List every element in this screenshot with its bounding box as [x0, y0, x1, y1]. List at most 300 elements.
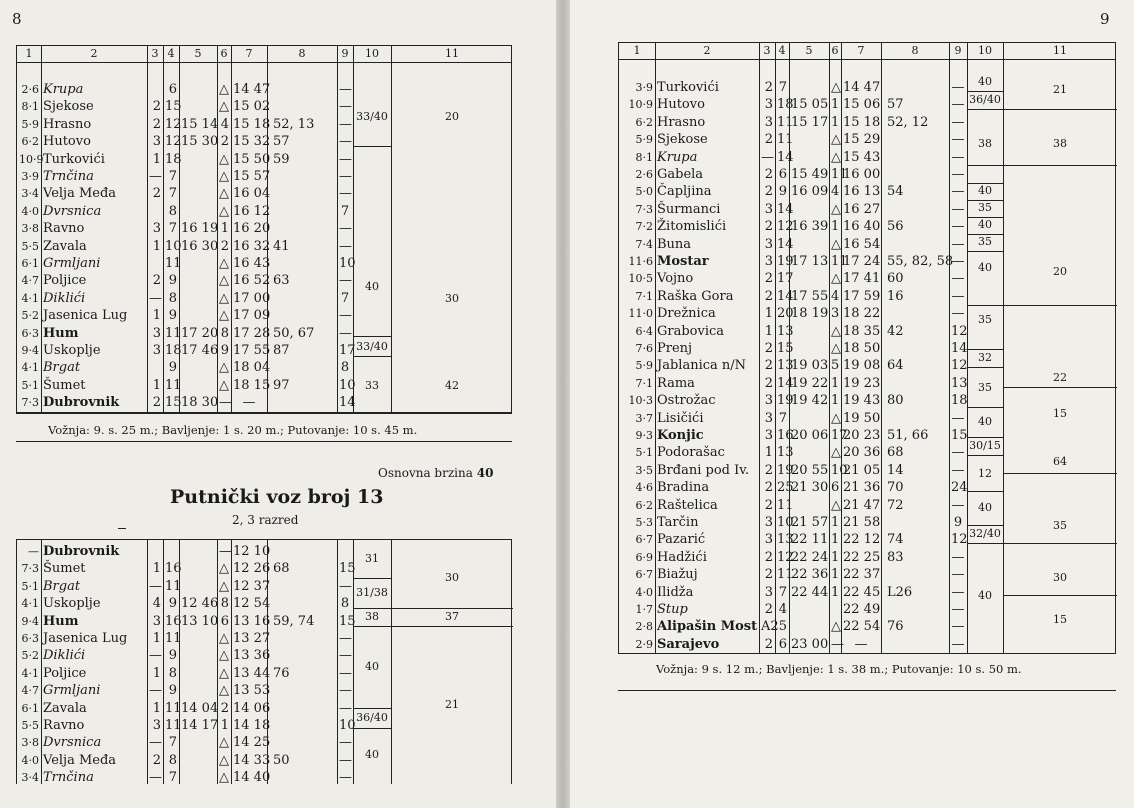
column-rule	[337, 46, 338, 412]
stop-minutes: 11	[831, 167, 848, 182]
page-number: 9	[1100, 10, 1110, 28]
departure-time: 15 57	[233, 169, 271, 184]
column-header-8: 8	[911, 44, 919, 57]
class-count: 2	[152, 273, 161, 289]
connections: 72	[887, 497, 904, 513]
cell-rule	[1003, 595, 1117, 596]
station-name: Zavala	[43, 700, 87, 716]
left-page	[0, 0, 556, 808]
distance-km: 3·5	[635, 463, 653, 477]
distance-km: 5·2	[21, 309, 39, 323]
col9-value: —	[951, 619, 965, 635]
departure-time: 14 18	[233, 718, 271, 733]
limit-box: 35	[1053, 519, 1067, 532]
cell-rule	[967, 349, 1003, 350]
connections: 51, 66	[887, 428, 929, 443]
class-count: —	[149, 169, 162, 184]
distance-km: 6·3	[21, 632, 39, 645]
run-minutes: 14	[777, 201, 794, 217]
connections: 41	[273, 238, 290, 254]
departure-time: 12 54	[233, 596, 271, 612]
connections: 87	[273, 343, 290, 358]
run-minutes: 8	[168, 290, 177, 306]
distance-km: 4·6	[635, 481, 653, 495]
book-gutter	[556, 0, 570, 808]
distance-km: 3·9	[635, 81, 653, 94]
departure-time: 17 28	[233, 325, 271, 341]
col9-value: —	[339, 648, 352, 664]
departure-time: 16 12	[233, 203, 271, 219]
station-name: Drežnica	[657, 306, 716, 322]
column-rule	[881, 43, 882, 653]
station-name: Turkovići	[657, 80, 719, 95]
col9-value: —	[339, 82, 352, 97]
station-name: Hum	[43, 613, 79, 629]
departure-time: 22 12	[843, 532, 881, 548]
distance-km: 5·3	[635, 516, 653, 529]
distance-km: 7·3	[635, 202, 653, 216]
col9-value: —	[339, 631, 352, 646]
class-count: 2	[764, 358, 773, 374]
run-minutes: 13	[777, 358, 794, 374]
stop-minutes: 10	[831, 462, 848, 478]
arrival-time: 15 14	[181, 116, 219, 132]
station-name: Krupa	[43, 82, 84, 97]
connections: 55, 82, 58	[887, 254, 954, 269]
speed-note-label: Osnovna brzina	[378, 466, 473, 480]
column-header-10: 10	[978, 44, 992, 57]
class-count: 2	[764, 480, 773, 496]
timetable-upper	[16, 45, 512, 413]
timetable-row	[619, 497, 1115, 514]
col9-value: 12	[951, 358, 968, 374]
distance-km: 3·4	[21, 771, 39, 785]
departure-time: 16 04	[233, 186, 271, 202]
distance-km: 2·6	[21, 83, 39, 96]
column-rule	[231, 46, 232, 412]
station-name: Rama	[657, 375, 695, 391]
timetable-row	[17, 220, 511, 237]
stop-minutes: △	[219, 735, 229, 751]
run-minutes: 16	[165, 561, 182, 577]
class-count: 2	[152, 752, 161, 768]
departure-time: 15 50	[233, 151, 271, 167]
divider	[618, 690, 1116, 691]
cell-rule	[967, 165, 1003, 166]
class-count: 3	[764, 393, 773, 409]
col9-value: 24	[951, 480, 968, 496]
distance-km: 5·1	[635, 446, 653, 460]
column-rule	[789, 43, 790, 653]
distance-km: 5·0	[635, 185, 653, 199]
departure-time: 21 05	[843, 462, 881, 478]
run-minutes: 9	[168, 683, 177, 699]
distance-km: 5·9	[21, 117, 39, 131]
connections: 59	[273, 151, 290, 167]
distance-km: 3·8	[21, 736, 39, 750]
class-count: 1	[152, 700, 161, 716]
col9-value: —	[951, 567, 965, 583]
run-minutes: 14	[777, 288, 794, 304]
run-minutes: 9	[168, 596, 177, 612]
stop-minutes: △	[831, 132, 841, 148]
stop-minutes: 2	[220, 134, 229, 150]
class-count: 1	[764, 445, 773, 461]
timetable-row	[17, 81, 511, 98]
distance-km: 4·7	[21, 274, 39, 288]
arrival-time: 17 46	[181, 343, 219, 358]
column-rule	[829, 43, 830, 653]
column-header-1: 1	[25, 47, 33, 60]
timetable-row	[17, 342, 511, 359]
station-name: Turkovići	[43, 151, 105, 167]
train-title: Putnički voz broj 13	[170, 486, 384, 508]
distance-km: 5·1	[21, 579, 39, 593]
arrival-time: 16 30	[181, 238, 219, 254]
run-minutes: 14	[777, 149, 794, 165]
column-header-4: 4	[778, 44, 786, 57]
run-minutes: 11	[777, 567, 794, 583]
arrival-time: 22 36	[791, 567, 829, 583]
run-minutes: 4	[778, 602, 787, 617]
class-count: 2	[764, 567, 773, 583]
run-minutes: 7	[778, 410, 787, 426]
class-count: 3	[764, 236, 773, 252]
speed-box: 40	[978, 75, 992, 88]
class-count: 3	[764, 515, 773, 530]
station-name: Pazarić	[657, 532, 706, 548]
class-count: 2	[764, 375, 773, 391]
connections: 16	[887, 288, 904, 304]
arrival-time: 19 42	[791, 393, 829, 409]
class-count: 2	[764, 602, 773, 617]
col9-value: —	[339, 186, 352, 202]
stop-minutes: 2	[220, 700, 229, 716]
station-name: Trnčina	[43, 169, 94, 184]
class-count: 2	[764, 497, 773, 513]
run-minutes: 14	[777, 236, 794, 252]
distance-km: 5·1	[21, 378, 39, 392]
station-name: Diklići	[43, 290, 86, 306]
connections: 68	[887, 445, 904, 461]
distance-km: 7·3	[21, 396, 39, 410]
departure-time: 15 29	[843, 132, 881, 148]
arrival-time: 20 06	[791, 428, 829, 443]
departure-time: 17 41	[843, 271, 881, 287]
stop-minutes: △	[831, 497, 841, 513]
speed-box: 12	[978, 467, 992, 480]
stop-minutes: 3	[831, 306, 840, 322]
timetable-row	[17, 394, 511, 411]
arrival-time: 17 13	[791, 254, 829, 269]
departure-time: 16 27	[843, 201, 881, 217]
run-minutes: 7	[778, 80, 787, 95]
arrival-time: 19 03	[791, 358, 829, 374]
column-rule	[391, 46, 392, 412]
run-minutes: 9	[168, 360, 177, 376]
departure-time: —	[854, 636, 868, 652]
stop-minutes: 8	[220, 596, 229, 612]
station-name: Šumet	[43, 377, 86, 393]
arrival-time: 22 44	[791, 584, 829, 600]
timetable-row	[17, 272, 511, 289]
class-count: —	[149, 735, 162, 751]
arrival-time: 16 39	[791, 219, 829, 235]
run-minutes: 14	[777, 375, 794, 391]
arrival-time: 20 55	[791, 462, 829, 478]
departure-time: 17 09	[233, 308, 271, 324]
departure-time: 19 50	[843, 410, 881, 426]
stop-minutes: 1	[831, 219, 840, 235]
station-name: Dvrsnica	[43, 203, 102, 219]
arrival-time: 13 10	[181, 613, 219, 629]
station-name: Brgat	[43, 360, 81, 376]
timetable-row	[17, 665, 511, 682]
run-minutes: 11	[777, 114, 794, 130]
col9-value: 8	[340, 360, 350, 376]
stop-minutes: △	[831, 445, 841, 461]
run-minutes: 7	[168, 186, 177, 202]
station-name: Bradina	[657, 480, 710, 496]
distance-km: 1·7	[635, 603, 653, 616]
run-minutes: 6	[778, 167, 787, 182]
speed-box: 40	[365, 748, 379, 761]
timetable-row	[619, 340, 1115, 357]
cell-rule	[967, 491, 1003, 492]
column-header-10: 10	[365, 47, 379, 60]
travel-summary: Vožnja: 9. s. 25 m.; Bavljenje: 1 s. 20 m.; Putovanje: 10 s. 45 m.	[48, 423, 418, 437]
arrival-time: 17 20	[181, 325, 219, 341]
class-count: 2	[764, 288, 773, 304]
departure-time: 17 00	[233, 290, 271, 306]
speed-box: 33	[365, 379, 379, 392]
distance-km: 2·6	[635, 168, 653, 181]
col9-value: —	[951, 445, 965, 461]
column-header-5: 5	[194, 47, 202, 60]
timetable-row	[17, 238, 511, 255]
cell-rule	[967, 437, 1003, 438]
col9-value: —	[951, 132, 965, 148]
stop-minutes: △	[219, 169, 229, 184]
departure-time: 14 06	[233, 700, 271, 716]
timetable-row	[17, 647, 511, 664]
timetable-row	[17, 325, 511, 342]
run-minutes: 9	[168, 648, 177, 664]
station-name: Konjic	[657, 428, 704, 443]
station-name: Ilidža	[657, 584, 694, 600]
col9-value: —	[339, 665, 352, 681]
stop-minutes: △	[219, 631, 229, 646]
connections: 63	[273, 273, 290, 289]
timetable-row	[17, 543, 511, 560]
connections: 70	[887, 480, 904, 496]
station-name: Prenj	[657, 341, 693, 356]
run-minutes: 19	[777, 254, 794, 269]
stop-minutes: 1	[220, 221, 229, 237]
cell-rule	[353, 578, 391, 579]
run-minutes: 10	[777, 515, 794, 530]
column-header-3: 3	[763, 44, 771, 57]
column-header-7: 7	[245, 47, 253, 60]
station-name: Vojno	[657, 271, 694, 287]
station-name: Dvrsnica	[43, 735, 102, 751]
distance-km: —	[28, 545, 39, 558]
stop-minutes: △	[219, 256, 229, 271]
column-rule	[655, 43, 656, 653]
run-minutes: 15	[777, 341, 794, 356]
stop-minutes: 17	[831, 428, 848, 443]
col9-value: —	[951, 497, 965, 513]
station-name: Raška Gora	[657, 288, 734, 304]
connections: 56	[887, 219, 904, 235]
distance-km: 11·6	[628, 255, 653, 268]
col9-value: 15	[339, 613, 356, 629]
stop-minutes: 4	[220, 116, 229, 132]
col9-value: 12	[951, 323, 968, 339]
col9-value: —	[951, 462, 965, 478]
timetable-row	[619, 218, 1115, 235]
speed-box: 40	[978, 589, 992, 602]
run-minutes: 16	[777, 428, 794, 443]
stop-minutes: △	[219, 151, 229, 167]
distance-km: 6·7	[635, 568, 653, 582]
stop-minutes: △	[219, 99, 229, 115]
timetable-row	[17, 359, 511, 376]
speed-box: 35	[978, 235, 992, 248]
class-count: —	[149, 770, 162, 786]
column-rule	[967, 43, 968, 653]
run-minutes: 18	[165, 151, 182, 167]
stop-minutes: 11	[831, 254, 848, 269]
station-name: Ostrožac	[657, 393, 716, 409]
speed-box: 40	[365, 280, 379, 293]
timetable-row	[619, 166, 1115, 183]
distance-km: 8·1	[635, 150, 653, 164]
distance-km: 3·7	[635, 411, 653, 425]
class-count: 1	[152, 631, 161, 646]
stop-minutes: △	[219, 683, 229, 699]
distance-km: 5·5	[21, 719, 39, 732]
departure-time: 15 43	[843, 149, 881, 165]
run-minutes: 8	[168, 752, 177, 768]
departure-time: 19 43	[843, 393, 881, 409]
column-rule	[163, 46, 164, 412]
departure-time: 19 23	[843, 375, 881, 391]
station-name: Šumet	[43, 561, 86, 577]
run-minutes: 7	[168, 221, 177, 237]
departure-time: 12 37	[233, 578, 271, 594]
departure-time: 16 20	[233, 221, 271, 237]
run-minutes: 9	[168, 308, 177, 324]
distance-km: 6·3	[21, 326, 39, 340]
departure-time: 14 47	[843, 80, 881, 95]
speed-box: 36/40	[969, 93, 1001, 106]
run-minutes: 13	[777, 532, 794, 548]
stop-minutes: 6	[220, 613, 229, 629]
limit-box: 37	[445, 610, 459, 623]
stop-minutes: 2	[220, 238, 229, 254]
cell-rule	[353, 708, 391, 709]
column-rule	[337, 540, 338, 784]
class-count: 3	[152, 325, 161, 341]
stop-minutes: △	[831, 619, 841, 635]
run-minutes: 9	[778, 184, 787, 200]
col9-value: —	[339, 683, 352, 699]
station-name: Sjekose	[43, 99, 94, 115]
speed-box: 40	[365, 660, 379, 673]
departure-time: 14 25	[233, 735, 271, 751]
run-minutes: 11	[777, 497, 794, 513]
run-minutes: 12	[165, 134, 182, 150]
stop-minutes: 4	[831, 288, 840, 304]
speed-box: 40	[978, 415, 992, 428]
column-rule	[217, 540, 218, 784]
departure-time: 13 27	[233, 631, 271, 646]
departure-time: 16 43	[233, 256, 271, 271]
departure-time: 22 37	[843, 567, 881, 583]
column-rule	[217, 46, 218, 412]
speed-box: 40	[978, 184, 992, 197]
arrival-time: 16 19	[181, 221, 219, 237]
arrival-time: 18 19	[791, 306, 829, 322]
station-name: Raštelica	[657, 497, 718, 513]
class-count: 1	[152, 561, 161, 577]
run-minutes: 11	[165, 631, 182, 646]
distance-km: 5·9	[635, 359, 653, 373]
departure-time: 12 26	[233, 561, 271, 577]
col9-value: —	[951, 271, 965, 287]
distance-km: 4·0	[21, 204, 39, 218]
timetable-row	[17, 752, 511, 769]
cell-rule	[967, 367, 1003, 368]
run-minutes: 12	[777, 549, 794, 565]
run-minutes: 11	[165, 377, 182, 393]
cell-rule	[391, 626, 513, 627]
cell-rule	[1003, 543, 1117, 544]
stop-minutes: △	[219, 308, 229, 324]
arrival-time: 17 55	[791, 288, 829, 304]
station-name: Lisičići	[657, 410, 704, 426]
col9-value: —	[339, 134, 352, 150]
station-name: Hrasno	[43, 116, 92, 132]
class-count: —	[149, 648, 162, 664]
cell-rule	[967, 455, 1003, 456]
departure-time: 17 24	[843, 254, 881, 269]
limit-box: 42	[445, 379, 459, 392]
stop-minutes: 8	[220, 325, 229, 341]
col9-value: —	[951, 80, 965, 95]
connections: 64	[887, 358, 904, 374]
stop-minutes: △	[219, 82, 229, 97]
col9-value: —	[951, 549, 965, 565]
speed-note-value: 40	[476, 466, 494, 480]
col9-value: 12	[951, 532, 968, 548]
distance-km: 9·3	[635, 429, 653, 442]
distance-km: 10·5	[628, 272, 653, 286]
col9-value: —	[951, 254, 965, 269]
limit-box: 20	[1053, 265, 1067, 278]
column-header-3: 3	[151, 47, 159, 60]
class-count: —	[149, 683, 162, 699]
distance-km: 4·1	[21, 291, 39, 305]
arrival-time: 21 57	[791, 515, 829, 530]
class-count: A2	[761, 619, 779, 635]
station-name: Uskoplje	[43, 596, 101, 612]
timetable-row	[17, 734, 511, 751]
departure-time: 15 32	[233, 134, 271, 150]
column-header-7: 7	[857, 44, 865, 57]
divider	[16, 441, 512, 442]
